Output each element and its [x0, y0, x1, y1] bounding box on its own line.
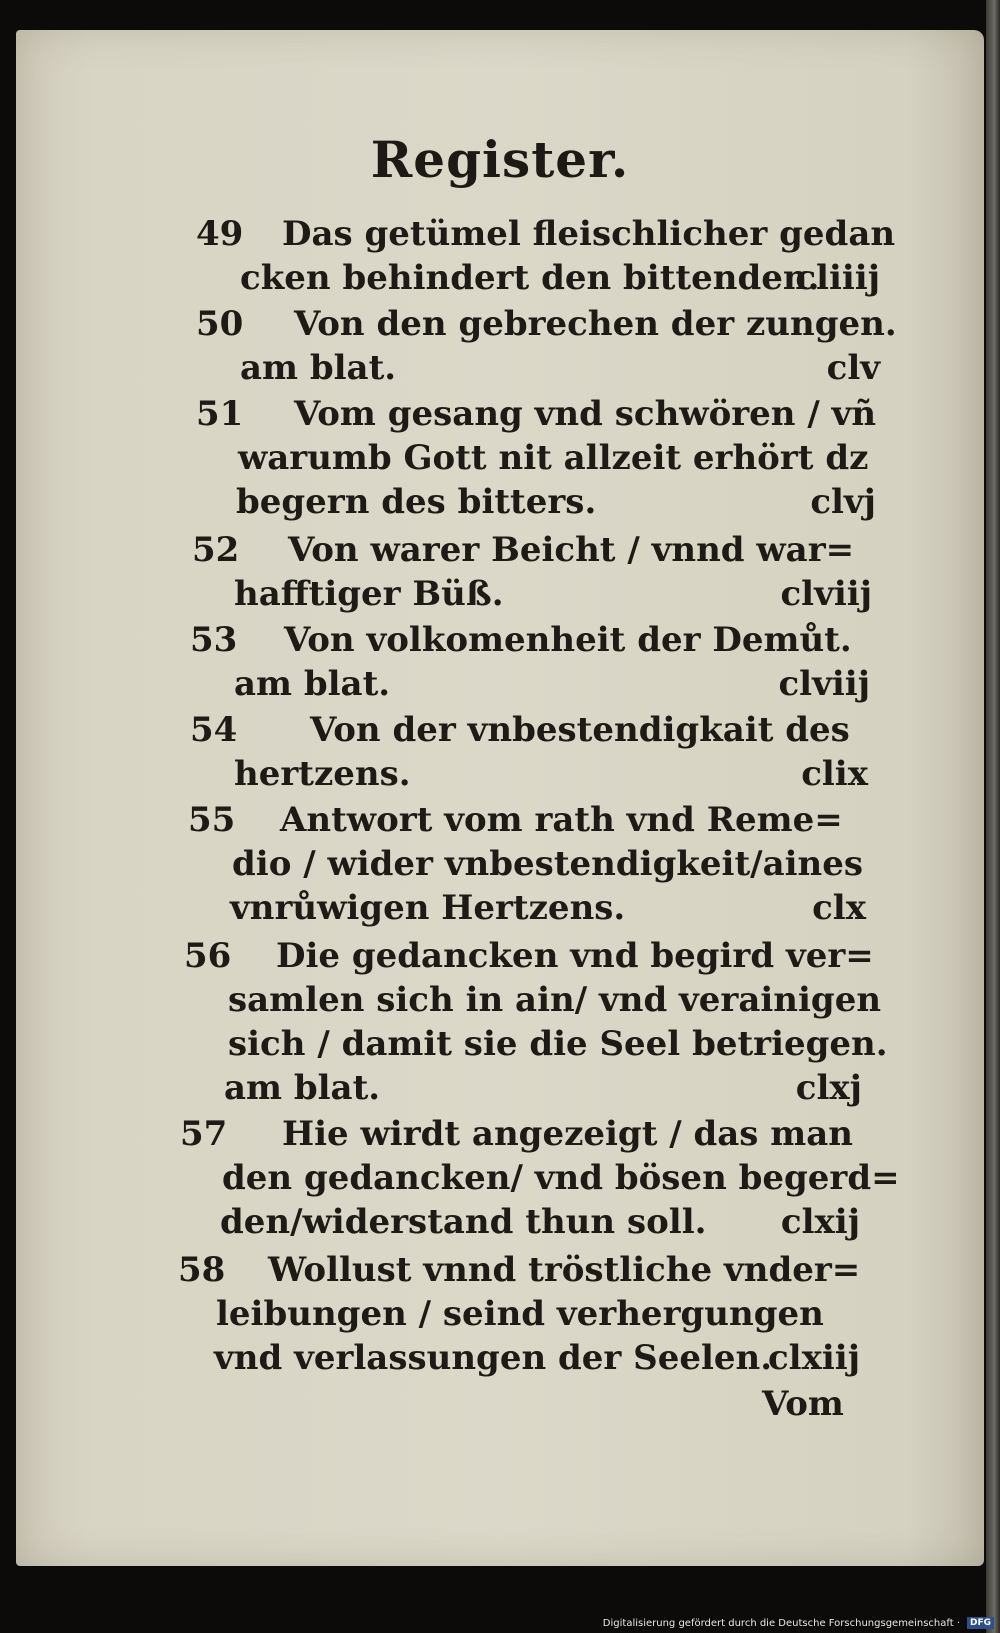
entry-line: den gedancken/ vnd bösen begerd= — [222, 1158, 900, 1198]
entry-line: hertzens. — [234, 754, 411, 794]
entry-page: clviij — [780, 574, 872, 614]
entry-page: clv — [826, 348, 880, 388]
entry-number: 50 — [196, 304, 244, 344]
entry-number: 58 — [178, 1250, 226, 1290]
entry-number: 52 — [192, 530, 240, 570]
catchword: Vom — [762, 1384, 844, 1424]
digitization-credit: Digitalisierung gefördert durch die Deutsche Forschungsgemeinschaft · — [602, 1618, 960, 1629]
entry-line: Antwort vom rath vnd Reme= — [280, 800, 843, 840]
entry-page: clix — [801, 754, 868, 794]
page-title: Register. — [370, 130, 630, 189]
entry-line: cken behindert den bittenden. — [240, 258, 820, 298]
entry-line: warumb Gott nit allzeit erhört dz — [238, 438, 869, 478]
dfg-badge: DFG — [967, 1617, 994, 1629]
entry-line: Hie wirdt angezeigt / das man — [282, 1114, 854, 1154]
entry-line: leibungen / seind verhergungen — [216, 1294, 824, 1334]
entry-number: 57 — [180, 1114, 228, 1154]
entry-page: clxj — [795, 1068, 862, 1108]
entry-number: 54 — [190, 710, 238, 750]
entry-number: 51 — [196, 394, 244, 434]
entry-line: Wollust vnnd tröstliche vnder= — [268, 1250, 861, 1290]
entry-line: Von volkomenheit der Demůt. — [284, 620, 852, 660]
entry-page: clxiij — [767, 1338, 860, 1378]
entry-line: sich / damit sie die Seel betriegen. — [228, 1024, 888, 1064]
entry-page: clx — [812, 888, 866, 928]
entry-line: samlen sich in ain/ vnd verainigen — [228, 980, 882, 1020]
entry-line: vnd verlassungen der Seelen. — [214, 1338, 773, 1378]
entry-line: Vom gesang vnd schwören / vñ — [294, 394, 877, 434]
entry-page: clxij — [780, 1202, 860, 1242]
entry-line: vnrůwigen Hertzens. — [230, 888, 626, 928]
entry-page: clviij — [778, 664, 870, 704]
entry-line: dio / wider vnbestendigkeit/aines — [232, 844, 864, 884]
entry-number: 53 — [190, 620, 238, 660]
entry-line: am blat. — [224, 1068, 381, 1108]
entry-number: 55 — [188, 800, 236, 840]
page-edge — [986, 0, 1000, 1633]
entry-line: Von warer Beicht / vnnd war= — [288, 530, 855, 570]
entry-number: 56 — [184, 936, 232, 976]
entry-line: am blat. — [240, 348, 397, 388]
entry-line: Die gedancken vnd begird ver= — [276, 936, 874, 976]
entry-line: den/widerstand thun soll. — [220, 1202, 707, 1242]
entry-line: Von der vnbestendigkait des — [310, 710, 850, 750]
entry-line: am blat. — [234, 664, 391, 704]
entry-page: clvj — [810, 482, 876, 522]
entry-line: hafftiger Büß. — [234, 574, 504, 614]
entry-line: Von den gebrechen der zungen. — [294, 304, 897, 344]
entry-number: 49 — [196, 214, 244, 254]
entry-page: cliiij — [795, 258, 880, 298]
entry-line: begern des bitters. — [236, 482, 597, 522]
entry-line: Das getümel fleischlicher gedan — [282, 214, 896, 254]
